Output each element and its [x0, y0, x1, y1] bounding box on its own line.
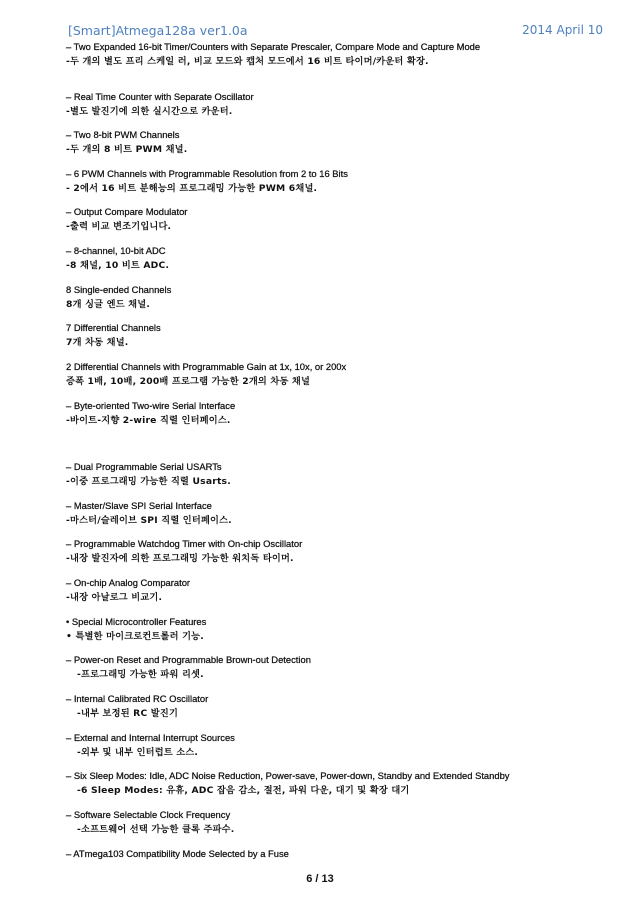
- feature-item: [66, 770, 606, 797]
- feature-korean: 증폭 1배, 10배, 200배 프로그램 가능한 2개의 차동 채널: [66, 376, 311, 387]
- feature-korean: -두 개의 별도 프리 스케일 러, 비교 모드와 캡처 모드에서 16 비트 타이머/카운터 확장.: [66, 56, 429, 67]
- feature-korean: -프로그래밍 가능한 파워 리셋.: [77, 669, 204, 680]
- feature-item: [66, 284, 606, 311]
- feature-korean: • 특별한 마이크로컨트롤러 기능.: [66, 631, 204, 642]
- feature-korean: -내장 발진자에 의한 프로그래밍 가능한 워치독 타이머.: [66, 553, 294, 564]
- feature-item: [66, 322, 606, 349]
- feature-item: [66, 206, 606, 233]
- feature-item: [66, 809, 606, 836]
- page-number: 6 / 13: [306, 873, 334, 885]
- feature-english: – Real Time Counter with Separate Oscillator: [66, 91, 254, 102]
- page-header: [68, 23, 603, 41]
- document-title: [Smart]Atmega128a ver1.0a: [68, 23, 248, 38]
- feature-english: – 6 PWM Channels with Programmable Resolution from 2 to 16 Bits: [66, 168, 348, 179]
- feature-item: [66, 616, 606, 643]
- feature-item: [66, 848, 606, 860]
- feature-korean: 8개 싱글 엔드 채널.: [66, 299, 151, 310]
- document-date: 2014 April 10: [522, 23, 603, 37]
- feature-english: – Software Selectable Clock Frequency: [66, 809, 231, 820]
- feature-item: [66, 538, 606, 565]
- feature-korean: -두 개의 8 비트 PWM 채널.: [66, 144, 188, 155]
- feature-korean: -소프트웨어 선택 가능한 클록 주파수.: [77, 824, 235, 835]
- feature-english: – Six Sleep Modes: Idle, ADC Noise Reduction, Power-save, Power-down, Standby and Extended Standby: [66, 770, 510, 781]
- feature-item: [66, 500, 606, 527]
- feature-item: [66, 245, 606, 272]
- feature-english: – Programmable Watchdog Timer with On-chip Oscillator: [66, 538, 303, 549]
- feature-item: [66, 693, 606, 720]
- feature-english: – ATmega103 Compatibility Mode Selected by a Fuse: [66, 848, 289, 859]
- feature-item: [66, 577, 606, 604]
- feature-korean: -내부 보정된 RC 발진기: [77, 708, 179, 719]
- feature-item: [66, 654, 606, 681]
- feature-english: – External and Internal Interrupt Sources: [66, 732, 235, 743]
- feature-korean: - 2에서 16 비트 분해능의 프로그래밍 가능한 PWM 6채널.: [66, 183, 318, 194]
- feature-korean: -6 Sleep Modes: 유휴, ADC 잡음 감소, 절전, 파워 다운, 대기 및 확장 대기: [77, 785, 410, 796]
- feature-english: – Dual Programmable Serial USARTs: [66, 461, 222, 472]
- feature-item: [66, 400, 606, 427]
- feature-korean: -별도 발진기에 의한 실시간으로 카운터.: [66, 106, 233, 117]
- feature-item: [66, 461, 606, 488]
- feature-english: 7 Differential Channels: [66, 322, 161, 333]
- feature-item: [66, 91, 606, 118]
- feature-item: [66, 732, 606, 759]
- feature-english: – Two 8-bit PWM Channels: [66, 129, 180, 140]
- feature-korean: -이중 프로그래밍 가능한 직렬 Usarts.: [66, 476, 231, 487]
- feature-english: – Byte-oriented Two-wire Serial Interface: [66, 400, 236, 411]
- document-body: [66, 41, 606, 860]
- feature-korean: -8 채널, 10 비트 ADC.: [66, 260, 170, 271]
- feature-item: [66, 361, 606, 388]
- feature-korean: -내장 아날로그 비교기.: [66, 592, 163, 603]
- feature-english: 8 Single-ended Channels: [66, 284, 172, 295]
- feature-item: [66, 41, 606, 68]
- feature-english: – Power-on Reset and Programmable Brown-out Detection: [66, 654, 311, 665]
- feature-english: – Output Compare Modulator: [66, 206, 188, 217]
- feature-korean: -마스터/슬레이브 SPI 직렬 인터페이스.: [66, 515, 232, 526]
- feature-english: • Special Microcontroller Features: [66, 616, 207, 627]
- feature-english: – On-chip Analog Comparator: [66, 577, 191, 588]
- feature-english: 2 Differential Channels with Programmable Gain at 1x, 10x, or 200x: [66, 361, 347, 372]
- feature-english: – Internal Calibrated RC Oscillator: [66, 693, 209, 704]
- feature-item: [66, 129, 606, 156]
- feature-korean: -출력 비교 변조기입니다.: [66, 221, 172, 232]
- feature-english: – Two Expanded 16-bit Timer/Counters with Separate Prescaler, Compare Mode and Capture Mode: [66, 41, 481, 52]
- feature-korean: -바이트-지향 2-wire 직렬 인터페이스.: [66, 415, 231, 426]
- feature-english: – 8-channel, 10-bit ADC: [66, 245, 166, 256]
- feature-item: [66, 168, 606, 195]
- feature-english: – Master/Slave SPI Serial Interface: [66, 500, 212, 511]
- feature-korean: -외부 및 내부 인터럽트 소스.: [77, 747, 199, 758]
- feature-korean: 7개 차동 채널.: [66, 337, 129, 348]
